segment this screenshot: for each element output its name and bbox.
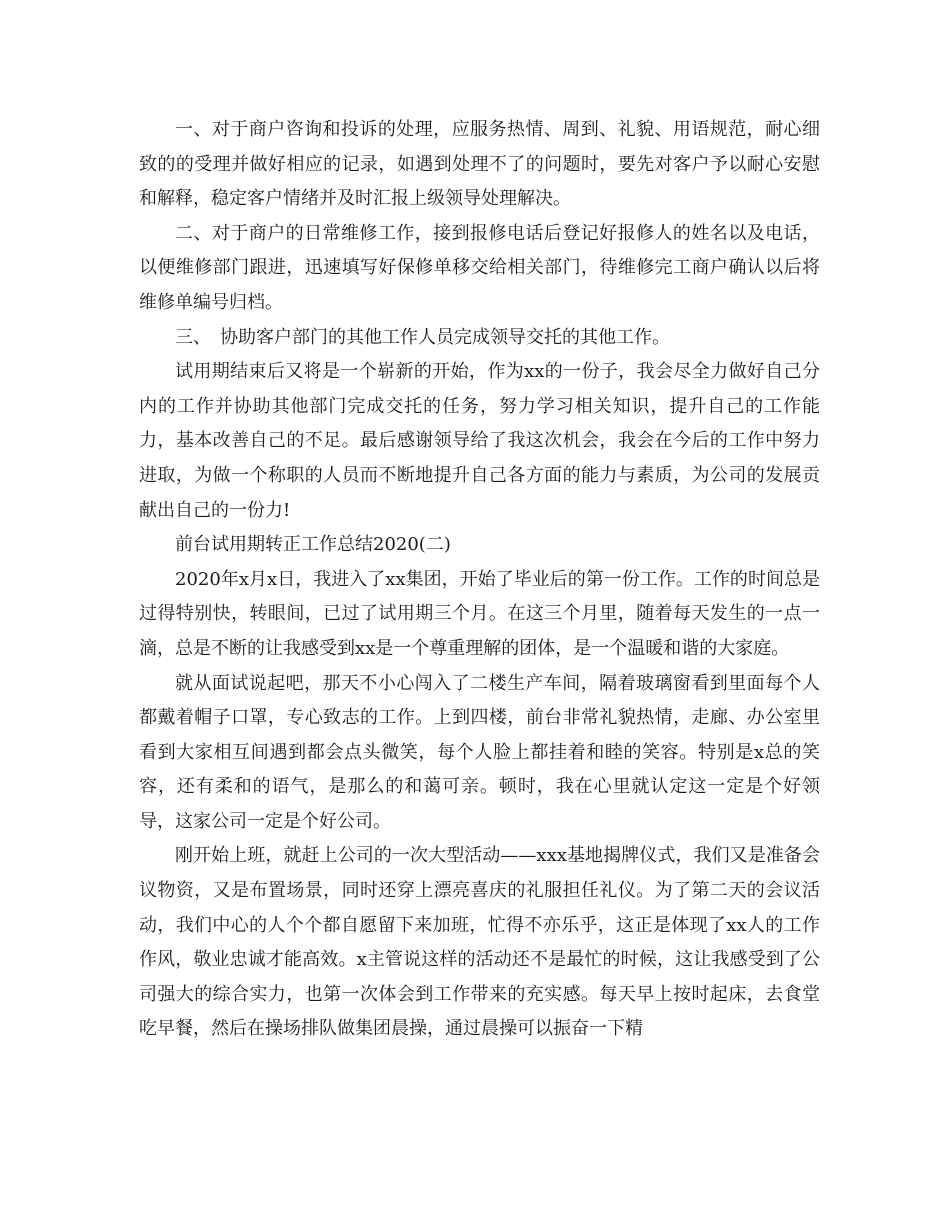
paragraph-assist-colleagues: 三、 协助客户部门的其他工作人员完成领导交托的其他工作。 bbox=[175, 326, 670, 348]
paragraph-after-probation: 试用期结束后又将是一个崭新的开始，作为xx的一份子，我会尽全力做好自己分内的工作并协助其他部门完成交托的任务，努力学习相关知识，提升自己的工作能力，基本改善自己的不足。最后感谢领导给了我这次机会，我会在今后的工作中努力进取，为做一个称职的人员而不断地提升自己各方面的能力与素质，为公司的发展贡献出自己的一份力! bbox=[139, 361, 820, 521]
paragraph-repair-work: 二、对于商户的日常维修工作，接到报修电话后登记好报修人的姓名以及电话，以便维修部门跟进，迅速填写好保修单移交给相关部门，待维修完工商户确认以后将维修单编号归档。 bbox=[139, 222, 820, 313]
section-heading: 前台试用期转正工作总结2020(二) bbox=[175, 534, 451, 556]
document-body bbox=[139, 113, 820, 1047]
paragraph-merchant-complaints: 一、对于商户咨询和投诉的处理，应服务热情、周到、礼貌、用语规范，耐心细致的的受理并做好相应的记录，如遇到处理不了的问题时，要先对客户予以耐心安慰和解释，稳定客户情绪并及时汇报上级领导处理解决。 bbox=[139, 119, 820, 210]
paragraph-first-event: 刚开始上班，就赶上公司的一次大型活动——xxx基地揭牌仪式，我们又是准备会议物资，又是布置场景，同时还穿上漂亮喜庆的礼服担任礼仪。为了第二天的会议活动，我们中心的人个个都自愿留下来加班，忙得不亦乐乎，这正是体现了xx人的工作作风，敬业忠诚才能高效。x主管说这样的活动还不是最忙的时候，这让我感受到了公司强大的综合实力，也第一次体会到工作带来的充实感。每天早上按时起床，去食堂吃早餐，然后在操场排队做集团晨操，通过晨操可以振奋一下精 bbox=[139, 845, 820, 1040]
paragraph-interview: 就从面试说起吧，那天不小心闯入了二楼生产车间，隔着玻璃窗看到里面每个人都戴着帽子口罩，专心致志的工作。上到四楼，前台非常礼貌热情，走廊、办公室里看到大家相互间遇到都会点头微笑，每个人脸上都挂着和睦的笑容。特别是x总的笑容，还有柔和的语气，是那么的和蔼可亲。顿时，我在心里就认定这一定是个好领导，这家公司一定是个好公司。 bbox=[139, 672, 820, 832]
paragraph-joined-company: 2020年x月x日，我进入了xx集团，开始了毕业后的第一份工作。工作的时间总是过得特别快，转眼间，已过了试用期三个月。在这三个月里，随着每天发生的一点一滴，总是不断的让我感受到xx是一个尊重理解的团体，是一个温暖和谐的大家庭。 bbox=[139, 568, 820, 659]
